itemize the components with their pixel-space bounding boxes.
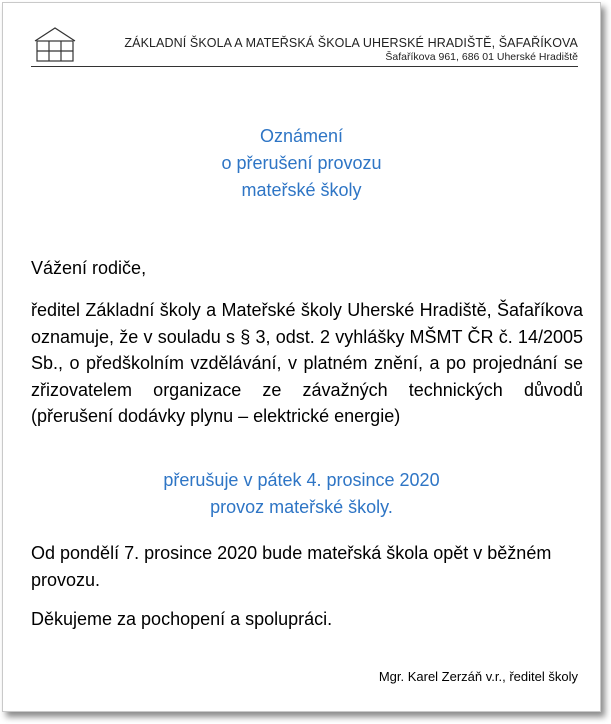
thanks-paragraph: Děkujeme za pochopení a spolupráci.: [31, 609, 333, 629]
closure-decision: [3, 467, 600, 521]
title-line-2: o přerušení provozu: [221, 153, 382, 173]
header-divider: [31, 66, 578, 67]
notice-document: [2, 2, 601, 712]
school-address: Šafaříkova 961, 686 01 Uherské Hradiště: [385, 51, 578, 63]
signature: Mgr. Karel Zerzáň v.r., ředitel školy: [378, 669, 578, 684]
notice-title: [3, 123, 600, 204]
announcement-paragraph: ředitel Základní školy a Mateřské školy Uherské Hradiště, Šafaříkova oznamuje, že v souladu s § 3, odst. 2 vyhlášky MŠMT ČR č. 14/2005 Sb., o předškolním vzdělávání, v platném znění, a po projednání se zřizovatelem organizace ze závažných technických důvodů (přerušení dodávky plynu – elektrické energie): [31, 300, 583, 426]
reopening-paragraph: Od pondělí 7. prosince 2020 bude mateřská škola opět v běžném provozu.: [31, 543, 552, 590]
decision-line-1: přerušuje v pátek 4. prosince 2020: [163, 470, 440, 490]
title-line-3: mateřské školy: [241, 180, 362, 200]
decision-line-2: provoz mateřské školy.: [210, 497, 393, 517]
title-line-1: Oznámení: [259, 126, 344, 146]
school-name: ZÁKLADNÍ ŠKOLA A MATEŘSKÁ ŠKOLA UHERSKÉ HRADIŠTĚ, ŠAFAŘÍKOVA: [124, 36, 578, 50]
school-building-logo-icon: [33, 25, 77, 65]
greeting: Vážení rodiče,: [31, 258, 147, 278]
